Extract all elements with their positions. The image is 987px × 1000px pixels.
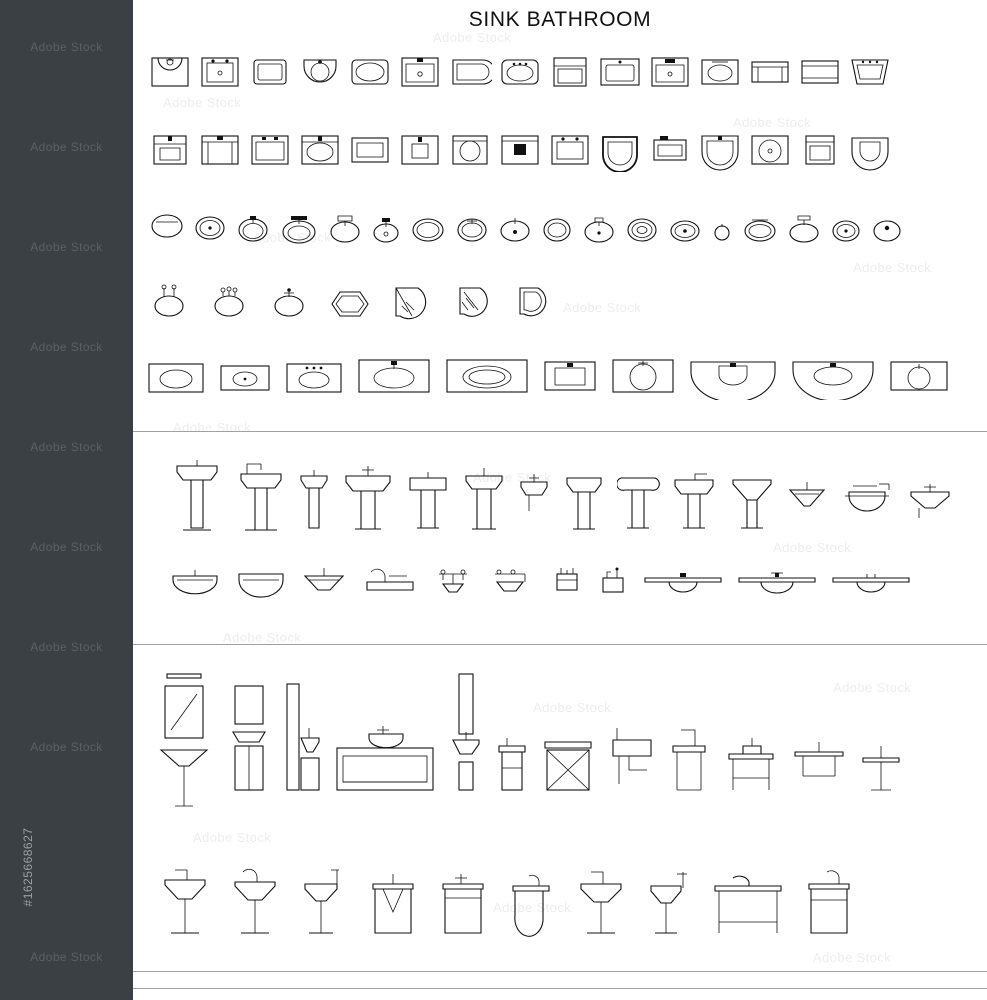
icon-corner-basin-quarter[interactable] <box>514 278 554 324</box>
icon-box-vanity-c[interactable] <box>805 862 853 942</box>
icon-vessel-bowl-counter[interactable] <box>839 452 895 536</box>
sheet <box>133 0 987 1000</box>
page-title: SINK BATHROOM <box>468 8 652 31</box>
watermark-text: Adobe Stock <box>30 240 103 254</box>
plan-row-5 <box>147 352 949 400</box>
elev-row-2 <box>169 560 911 604</box>
plan-row-3 <box>148 208 905 252</box>
icon-pedestal-spout-side[interactable] <box>671 452 719 536</box>
icon-wall-basin-shelf[interactable] <box>607 668 655 818</box>
watermark-text: Adobe Stock <box>193 830 272 845</box>
icon-long-vanity-counter[interactable] <box>333 668 437 818</box>
icon-rect-sink-flat[interactable] <box>348 128 392 172</box>
icon-small-cabinet-basin[interactable] <box>495 668 529 818</box>
icon-oval-basin-drain[interactable] <box>496 208 534 252</box>
icon-pedestal-elev-c[interactable] <box>301 862 347 942</box>
watermark-text: Adobe Stock <box>30 950 103 964</box>
vanity-row-1 <box>153 668 903 818</box>
icon-pedestal-slim-column[interactable] <box>563 452 607 536</box>
watermark-text: Adobe Stock <box>30 440 103 454</box>
icon-pedestal-trumpet[interactable] <box>729 452 775 536</box>
icon-mirror-and-basin[interactable] <box>153 668 215 818</box>
icon-pedestal-elev-e[interactable] <box>647 862 691 942</box>
icon-oval-basin-dashed[interactable] <box>740 208 780 252</box>
watermark-text: Adobe Stock <box>853 260 932 275</box>
icon-rect-sink-slim[interactable] <box>748 52 792 92</box>
icon-rect-sink-two-tap[interactable] <box>198 52 242 92</box>
icon-oval-basin-ring[interactable] <box>191 208 229 252</box>
elev-row-1 <box>171 452 955 536</box>
icon-mirror-cabinet-basin[interactable] <box>227 668 271 818</box>
vanity-row-2 <box>161 862 853 942</box>
section-divider <box>133 988 987 989</box>
icon-basin-tap-assembly[interactable] <box>431 560 475 604</box>
icon-tall-cabinet-basin[interactable] <box>283 668 321 818</box>
icon-square-bowl-offset[interactable] <box>498 128 542 172</box>
icon-oval-basin-small-tap[interactable] <box>369 208 403 252</box>
icon-rect-sink-small-bowl[interactable] <box>398 128 442 172</box>
watermark-text: Adobe Stock <box>163 95 242 110</box>
icon-square-sink-tap[interactable] <box>148 128 192 172</box>
icon-rect-sink-pedestal[interactable] <box>848 128 892 172</box>
icon-basin-console-legs[interactable] <box>723 668 779 818</box>
icon-pedestal-narrow[interactable] <box>297 452 331 536</box>
watermark-text: Adobe Stock <box>30 540 103 554</box>
icon-long-trough-basin[interactable] <box>643 560 723 604</box>
icon-rect-sink-circle-bowl[interactable] <box>748 128 792 172</box>
icon-counter-oval-basin[interactable] <box>147 354 205 400</box>
icon-oval-basin-double-ring[interactable] <box>623 208 661 252</box>
icon-small-round-basin[interactable] <box>709 208 735 252</box>
icon-pedestal-tall[interactable] <box>461 452 507 536</box>
icon-rect-sink-bold-outline[interactable] <box>598 128 642 172</box>
plan-row-2 <box>148 128 892 172</box>
icon-rect-sink-splash[interactable] <box>198 128 242 172</box>
watermark-text: Adobe Stock <box>433 30 512 45</box>
icon-wall-basin-curve[interactable] <box>301 560 347 604</box>
icon-pedestal-elev-b[interactable] <box>231 862 279 942</box>
icon-pedestal-sink-front[interactable] <box>171 452 223 536</box>
icon-oval-basin-tap[interactable] <box>234 208 272 252</box>
icon-oval-basin-open[interactable] <box>148 208 186 252</box>
icon-counter-square-basin[interactable] <box>543 352 597 400</box>
watermark-text: Adobe Stock <box>30 640 103 654</box>
icon-counter-small-oval[interactable] <box>219 354 271 400</box>
icon-oval-basin-spout[interactable] <box>580 208 618 252</box>
icon-pedestal-elev-d[interactable] <box>577 862 625 942</box>
icon-basin-three-holes[interactable] <box>208 278 250 324</box>
watermark-id: #1625668627 <box>21 827 35 907</box>
icon-square-sink-plain[interactable] <box>248 52 292 92</box>
section-divider <box>133 431 987 432</box>
icon-long-trough-basin-3[interactable] <box>831 560 911 604</box>
icon-oval-basin-plain[interactable] <box>408 208 448 252</box>
watermark-text: Adobe Stock <box>813 950 892 965</box>
icon-round-sink-single-tap[interactable] <box>298 52 342 92</box>
watermark-text: Adobe Stock <box>733 115 812 130</box>
icon-basin-two-taps[interactable] <box>148 278 190 324</box>
icon-counter-compact-round[interactable] <box>889 352 949 400</box>
plan-row-4 <box>148 278 554 324</box>
icon-counter-curved-oval[interactable] <box>791 352 875 400</box>
section-divider <box>133 971 987 972</box>
icon-box-vanity-a[interactable] <box>369 862 417 942</box>
icon-oval-basin-wide-tap[interactable] <box>277 208 321 252</box>
icon-long-trough-basin-2[interactable] <box>737 560 817 604</box>
icon-wall-basin-deep[interactable] <box>235 560 287 604</box>
icon-rect-sink-two-hole[interactable] <box>548 128 592 172</box>
icon-round-bowl-in-square[interactable] <box>448 128 492 172</box>
watermark-text: Adobe Stock <box>253 230 332 245</box>
icon-pedestal-wide-basin[interactable] <box>341 452 395 536</box>
icon-tall-column-basin[interactable] <box>449 668 483 818</box>
icon-cabinet-cross-door[interactable] <box>541 668 595 818</box>
icon-soap-dispenser-set[interactable] <box>597 560 629 604</box>
icon-trapezoid-sink-corner[interactable] <box>848 52 892 92</box>
icon-curved-vanity[interactable] <box>509 862 555 942</box>
watermark-text: Adobe Stock <box>223 630 302 645</box>
icon-rect-sink-double-line[interactable] <box>798 52 842 92</box>
icon-counter-oval-taps[interactable] <box>285 354 343 400</box>
icon-square-sink-notch[interactable] <box>548 52 592 92</box>
icon-faucet-set-small[interactable] <box>551 560 583 604</box>
icon-basin-frame-stand[interactable] <box>667 668 711 818</box>
icon-rect-sink-round-bowl[interactable] <box>148 52 192 92</box>
icon-cone-basin-stand[interactable] <box>785 452 829 536</box>
icon-oval-basin-tall-tap[interactable] <box>326 208 364 252</box>
icon-d-shape-sink[interactable] <box>448 52 492 92</box>
icon-counter-long-basin[interactable] <box>357 352 431 400</box>
icon-counter-basin-wide[interactable] <box>713 862 783 942</box>
watermark-text: Adobe Stock <box>30 340 103 354</box>
icon-round-basin-crosshair[interactable] <box>453 208 491 252</box>
icon-pedestal-square-top[interactable] <box>405 452 451 536</box>
icon-hexagon-basin[interactable] <box>328 278 372 324</box>
watermark-text: Adobe Stock <box>30 140 103 154</box>
icon-rect-sink-tap-left[interactable] <box>648 128 692 172</box>
icon-counter-round-basin[interactable] <box>611 352 675 400</box>
watermark-text: Adobe Stock <box>773 540 852 555</box>
watermark-text: Adobe Stock <box>473 470 552 485</box>
icon-rect-sink-center-tap[interactable] <box>398 52 442 92</box>
icon-oval-basin-dot[interactable] <box>869 208 905 252</box>
icon-counter-curved-front[interactable] <box>689 352 777 400</box>
watermark-text: Adobe Stock <box>563 300 642 315</box>
icon-wall-basin-flat[interactable] <box>169 560 221 604</box>
icon-basin-tap-right[interactable] <box>268 278 310 324</box>
icon-rect-sink-corner-round[interactable] <box>698 128 742 172</box>
icon-oval-basin-offset-drain[interactable] <box>666 208 704 252</box>
icon-rect-sink-wide-rim[interactable] <box>598 52 642 92</box>
icon-corner-basin-diagonal[interactable] <box>390 278 436 324</box>
watermark-text: Adobe Stock <box>30 40 103 54</box>
icon-wall-hung-bar-basin[interactable] <box>791 668 847 818</box>
icon-wall-bowl-bracket[interactable] <box>905 452 955 536</box>
icon-basin-spout-assembly[interactable] <box>489 560 537 604</box>
icon-trough-basin-faucet[interactable] <box>361 560 417 604</box>
watermark-text: Adobe Stock <box>493 900 572 915</box>
icon-box-vanity-b[interactable] <box>439 862 487 942</box>
icon-oval-basin-solid-drain[interactable] <box>828 208 864 252</box>
icon-oval-sink-in-rect[interactable] <box>348 52 392 92</box>
icon-rect-sink-wide-bowl[interactable] <box>248 128 292 172</box>
icon-pedestal-sink-tap-side[interactable] <box>233 452 287 536</box>
watermark-text: Adobe Stock <box>30 740 103 754</box>
icon-round-basin-plain[interactable] <box>539 208 575 252</box>
icon-counter-wide-oval[interactable] <box>445 352 529 400</box>
icon-pedestal-elev-a[interactable] <box>161 862 209 942</box>
plan-row-1 <box>148 52 892 92</box>
watermark-text: Adobe Stock <box>833 680 912 695</box>
icon-wall-basin-bracket[interactable] <box>517 452 553 536</box>
icon-rect-sink-oval-deep[interactable] <box>298 128 342 172</box>
watermark-rail <box>0 0 133 1000</box>
icon-corner-basin-hatch[interactable] <box>454 278 496 324</box>
icon-oval-sink-dots[interactable] <box>498 52 542 92</box>
icon-rect-sink-tap-block[interactable] <box>648 52 692 92</box>
icon-wall-rail-basin[interactable] <box>859 668 903 818</box>
section-divider <box>133 644 987 645</box>
watermark-text: Adobe Stock <box>533 700 612 715</box>
icon-rect-sink-oval-bowl[interactable] <box>698 52 742 92</box>
watermark-text: Adobe Stock <box>173 420 252 435</box>
icon-pedestal-rounded[interactable] <box>617 452 661 536</box>
icon-rect-sink-narrow[interactable] <box>798 128 842 172</box>
icon-oval-basin-tap-block[interactable] <box>785 208 823 252</box>
